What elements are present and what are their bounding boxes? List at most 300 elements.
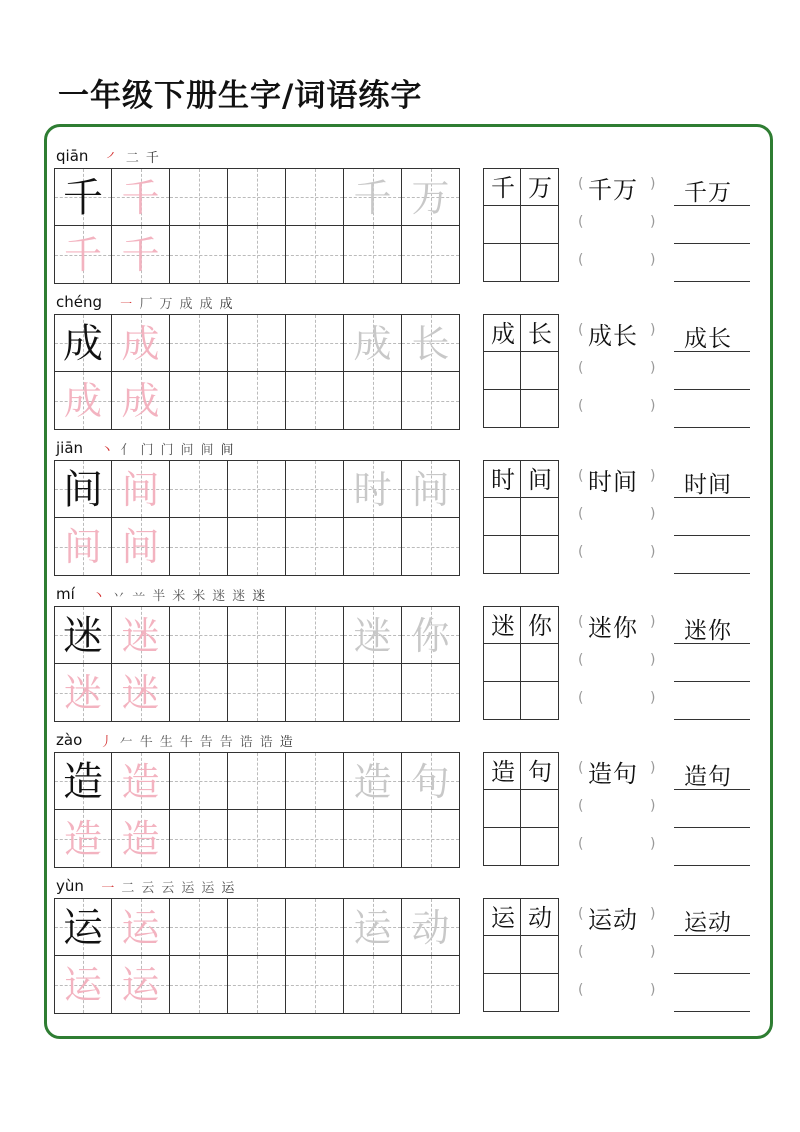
trace-character: 迷 bbox=[121, 671, 160, 715]
grid-cell[interactable] bbox=[344, 810, 402, 868]
writing-line[interactable] bbox=[674, 390, 750, 428]
grid-cell[interactable] bbox=[170, 372, 228, 430]
trace-character: 间 bbox=[121, 468, 160, 512]
word-character: 间 bbox=[528, 466, 552, 494]
stroke-step: 米 bbox=[192, 588, 206, 604]
stroke-step: 半 bbox=[152, 588, 166, 604]
right-paren: ) bbox=[650, 322, 656, 338]
stroke-step: 一 bbox=[101, 880, 115, 896]
grid-cell[interactable] bbox=[228, 460, 286, 518]
grid-cell[interactable] bbox=[170, 898, 228, 956]
model-character: 造 bbox=[63, 759, 103, 805]
paren-slot[interactable] bbox=[578, 606, 658, 644]
word-grid-cell[interactable] bbox=[483, 352, 521, 390]
trace-character: 千 bbox=[63, 233, 102, 277]
grid-cell[interactable] bbox=[170, 518, 228, 576]
grid-cell[interactable] bbox=[344, 226, 402, 284]
pinyin-label: zào bbox=[56, 731, 83, 749]
word-character: 迷 bbox=[491, 612, 515, 640]
paren-word: 千万 bbox=[588, 176, 638, 204]
grid-cell[interactable] bbox=[286, 664, 344, 722]
word-character: 千 bbox=[491, 174, 515, 202]
grid-cell[interactable] bbox=[286, 168, 344, 226]
grid-cell[interactable] bbox=[286, 752, 344, 810]
word-grid-cell[interactable] bbox=[521, 168, 559, 206]
grid-cell[interactable] bbox=[402, 314, 460, 372]
stroke-step: 二 bbox=[125, 150, 139, 166]
grid-cell[interactable] bbox=[344, 314, 402, 372]
grid-cell[interactable] bbox=[402, 664, 460, 722]
trace-character: 造 bbox=[63, 817, 102, 861]
word-grid-cell[interactable] bbox=[483, 460, 521, 498]
right-paren: ) bbox=[650, 690, 656, 706]
grid-cell[interactable] bbox=[228, 956, 286, 1014]
right-paren: ) bbox=[650, 360, 656, 376]
left-paren: ( bbox=[578, 544, 584, 560]
character-block bbox=[0, 582, 800, 728]
writing-line[interactable] bbox=[674, 974, 750, 1012]
grid-cell[interactable] bbox=[54, 752, 112, 810]
writing-line[interactable] bbox=[674, 752, 750, 790]
paren-word: 成长 bbox=[588, 322, 638, 350]
example-word-character: 造 bbox=[353, 760, 392, 804]
right-paren: ) bbox=[650, 468, 656, 484]
grid-cell[interactable] bbox=[228, 752, 286, 810]
word-grid bbox=[483, 898, 560, 1014]
grid-cell[interactable] bbox=[228, 168, 286, 226]
character-block bbox=[0, 874, 800, 1020]
paren-slot[interactable] bbox=[578, 390, 658, 428]
word-grid-cell[interactable] bbox=[521, 682, 559, 720]
word-grid-cell[interactable] bbox=[521, 828, 559, 866]
paren-column bbox=[578, 752, 658, 868]
stroke-step: 迷 bbox=[232, 588, 246, 604]
word-grid-cell[interactable] bbox=[483, 206, 521, 244]
writing-line[interactable] bbox=[674, 352, 750, 390]
right-paren: ) bbox=[650, 652, 656, 668]
right-paren: ) bbox=[650, 798, 656, 814]
word-grid-cell[interactable] bbox=[521, 936, 559, 974]
word-grid-cell[interactable] bbox=[483, 606, 521, 644]
grid-cell[interactable] bbox=[54, 898, 112, 956]
grid-cell[interactable] bbox=[170, 664, 228, 722]
grid-cell[interactable] bbox=[54, 518, 112, 576]
word-character: 动 bbox=[528, 904, 552, 932]
stroke-step: 诰 bbox=[259, 734, 273, 750]
paren-slot[interactable] bbox=[578, 314, 658, 352]
grid-cell[interactable] bbox=[170, 314, 228, 372]
line-column bbox=[674, 168, 750, 284]
word-grid-cell[interactable] bbox=[483, 828, 521, 866]
grid-cell[interactable] bbox=[112, 460, 170, 518]
paren-slot[interactable] bbox=[578, 244, 658, 282]
pinyin-stroke-row bbox=[56, 874, 238, 898]
word-grid-cell[interactable] bbox=[521, 314, 559, 352]
stroke-step: 云 bbox=[141, 880, 155, 896]
line-column bbox=[674, 752, 750, 868]
grid-cell[interactable] bbox=[170, 606, 228, 664]
grid-cell[interactable] bbox=[402, 810, 460, 868]
grid-cell[interactable] bbox=[112, 372, 170, 430]
stroke-step: 问 bbox=[180, 442, 194, 458]
word-character: 长 bbox=[528, 320, 552, 348]
word-grid-cell[interactable] bbox=[521, 206, 559, 244]
grid-cell[interactable] bbox=[402, 518, 460, 576]
writing-line[interactable] bbox=[674, 206, 750, 244]
grid-cell[interactable] bbox=[402, 460, 460, 518]
paren-column bbox=[578, 606, 658, 722]
paren-slot[interactable] bbox=[578, 460, 658, 498]
writing-line[interactable] bbox=[674, 936, 750, 974]
paren-slot[interactable] bbox=[578, 936, 658, 974]
word-character: 你 bbox=[528, 612, 552, 640]
stroke-step: 二 bbox=[121, 880, 135, 896]
grid-cell[interactable] bbox=[344, 752, 402, 810]
grid-cell[interactable] bbox=[344, 168, 402, 226]
example-word-character: 运 bbox=[353, 906, 392, 950]
stroke-step: 造 bbox=[279, 734, 293, 750]
pinyin-label: chéng bbox=[56, 293, 103, 311]
writing-line[interactable] bbox=[674, 828, 750, 866]
right-paren: ) bbox=[650, 252, 656, 268]
grid-cell[interactable] bbox=[170, 226, 228, 284]
right-paren: ) bbox=[650, 398, 656, 414]
grid-cell[interactable] bbox=[228, 226, 286, 284]
grid-cell[interactable] bbox=[228, 664, 286, 722]
grid-cell[interactable] bbox=[344, 372, 402, 430]
stroke-step: 运 bbox=[201, 880, 215, 896]
paren-slot[interactable] bbox=[578, 828, 658, 866]
paren-slot[interactable] bbox=[578, 498, 658, 536]
grid-cell[interactable] bbox=[112, 518, 170, 576]
grid-cell[interactable] bbox=[286, 460, 344, 518]
grid-cell[interactable] bbox=[286, 956, 344, 1014]
writing-line[interactable] bbox=[674, 498, 750, 536]
grid-cell[interactable] bbox=[170, 810, 228, 868]
paren-slot[interactable] bbox=[578, 682, 658, 720]
paren-slot[interactable] bbox=[578, 898, 658, 936]
grid-cell[interactable] bbox=[344, 606, 402, 664]
trace-character: 造 bbox=[121, 760, 160, 804]
right-paren: ) bbox=[650, 544, 656, 560]
word-character: 万 bbox=[528, 174, 552, 202]
word-grid-cell[interactable] bbox=[483, 314, 521, 352]
word-grid-cell[interactable] bbox=[483, 682, 521, 720]
word-grid-cell[interactable] bbox=[483, 390, 521, 428]
grid-cell[interactable] bbox=[402, 226, 460, 284]
writing-line[interactable] bbox=[674, 314, 750, 352]
trace-character: 运 bbox=[121, 906, 160, 950]
word-grid-cell[interactable] bbox=[483, 244, 521, 282]
writing-line[interactable] bbox=[674, 898, 750, 936]
writing-grid bbox=[54, 168, 462, 284]
stroke-step: 门 bbox=[160, 442, 174, 458]
line-word: 成长 bbox=[684, 326, 732, 352]
left-paren: ( bbox=[578, 506, 584, 522]
stroke-step: 丶 bbox=[100, 442, 114, 458]
word-grid bbox=[483, 168, 560, 284]
paren-slot[interactable] bbox=[578, 790, 658, 828]
word-grid-cell[interactable] bbox=[483, 168, 521, 206]
grid-cell[interactable] bbox=[286, 810, 344, 868]
writing-line[interactable] bbox=[674, 790, 750, 828]
word-grid-cell[interactable] bbox=[521, 644, 559, 682]
grid-cell[interactable] bbox=[344, 518, 402, 576]
grid-cell[interactable] bbox=[344, 956, 402, 1014]
stroke-step: 亻 bbox=[120, 442, 134, 458]
stroke-step: 千 bbox=[145, 150, 159, 166]
writing-line[interactable] bbox=[674, 168, 750, 206]
trace-character: 千 bbox=[121, 233, 160, 277]
stroke-step: 成 bbox=[219, 296, 233, 312]
paren-column bbox=[578, 314, 658, 430]
grid-cell[interactable] bbox=[228, 898, 286, 956]
left-paren: ( bbox=[578, 214, 584, 230]
grid-cell[interactable] bbox=[228, 518, 286, 576]
paren-slot[interactable] bbox=[578, 974, 658, 1012]
line-word: 时间 bbox=[684, 472, 732, 498]
grid-cell[interactable] bbox=[112, 810, 170, 868]
word-grid-cell[interactable] bbox=[521, 790, 559, 828]
grid-cell[interactable] bbox=[54, 956, 112, 1014]
writing-grid bbox=[54, 898, 462, 1014]
line-word: 迷你 bbox=[684, 618, 732, 644]
word-grid-cell[interactable] bbox=[521, 606, 559, 644]
left-paren: ( bbox=[578, 322, 584, 338]
word-grid-cell[interactable] bbox=[483, 974, 521, 1012]
example-word-character: 句 bbox=[411, 760, 450, 804]
writing-grid bbox=[54, 752, 462, 868]
word-grid-cell[interactable] bbox=[483, 752, 521, 790]
paren-slot[interactable] bbox=[578, 206, 658, 244]
example-word-character: 成 bbox=[353, 322, 392, 366]
grid-cell[interactable] bbox=[286, 372, 344, 430]
grid-cell[interactable] bbox=[228, 372, 286, 430]
right-paren: ) bbox=[650, 176, 656, 192]
stroke-step: 告 bbox=[219, 734, 233, 750]
grid-cell[interactable] bbox=[54, 226, 112, 284]
left-paren: ( bbox=[578, 836, 584, 852]
left-paren: ( bbox=[578, 906, 584, 922]
grid-cell[interactable] bbox=[54, 810, 112, 868]
grid-cell[interactable] bbox=[344, 664, 402, 722]
stroke-step: 丷 bbox=[112, 588, 126, 604]
trace-character: 千 bbox=[121, 176, 160, 220]
right-paren: ) bbox=[650, 944, 656, 960]
grid-cell[interactable] bbox=[54, 372, 112, 430]
paren-slot[interactable] bbox=[578, 352, 658, 390]
grid-cell[interactable] bbox=[54, 664, 112, 722]
stroke-step: 𠂉 bbox=[119, 734, 133, 750]
character-block bbox=[0, 144, 800, 290]
writing-line[interactable] bbox=[674, 244, 750, 282]
grid-cell[interactable] bbox=[286, 898, 344, 956]
stroke-step: 迷 bbox=[212, 588, 226, 604]
grid-cell[interactable] bbox=[112, 226, 170, 284]
stroke-step: ㇐ bbox=[119, 296, 133, 312]
left-paren: ( bbox=[578, 252, 584, 268]
word-grid-cell[interactable] bbox=[483, 898, 521, 936]
word-grid-cell[interactable] bbox=[483, 536, 521, 574]
grid-cell[interactable] bbox=[54, 314, 112, 372]
example-word-character: 万 bbox=[411, 176, 450, 220]
paren-slot[interactable] bbox=[578, 644, 658, 682]
example-word-character: 时 bbox=[353, 468, 392, 512]
left-paren: ( bbox=[578, 982, 584, 998]
word-grid-cell[interactable] bbox=[483, 498, 521, 536]
paren-slot[interactable] bbox=[578, 536, 658, 574]
left-paren: ( bbox=[578, 614, 584, 630]
word-grid-cell[interactable] bbox=[521, 536, 559, 574]
line-word: 千万 bbox=[684, 180, 732, 206]
word-grid-cell[interactable] bbox=[521, 352, 559, 390]
writing-line[interactable] bbox=[674, 682, 750, 720]
pinyin-label: qiān bbox=[56, 147, 89, 165]
example-word-character: 长 bbox=[411, 322, 450, 366]
grid-cell[interactable] bbox=[112, 664, 170, 722]
word-grid-cell[interactable] bbox=[483, 790, 521, 828]
line-column bbox=[674, 606, 750, 722]
line-word: 运动 bbox=[684, 910, 732, 936]
grid-cell[interactable] bbox=[228, 606, 286, 664]
right-paren: ) bbox=[650, 760, 656, 776]
grid-cell[interactable] bbox=[54, 460, 112, 518]
stroke-step: 万 bbox=[159, 296, 173, 312]
left-paren: ( bbox=[578, 468, 584, 484]
right-paren: ) bbox=[650, 614, 656, 630]
pinyin-stroke-row bbox=[56, 436, 237, 460]
paren-column bbox=[578, 898, 658, 1014]
grid-cell[interactable] bbox=[54, 168, 112, 226]
stroke-step: 成 bbox=[179, 296, 193, 312]
grid-cell[interactable] bbox=[402, 168, 460, 226]
stroke-step: 运 bbox=[221, 880, 235, 896]
word-grid-cell[interactable] bbox=[521, 498, 559, 536]
trace-character: 成 bbox=[63, 379, 102, 423]
pinyin-label: mí bbox=[56, 585, 75, 603]
word-grid bbox=[483, 606, 560, 722]
grid-cell[interactable] bbox=[344, 460, 402, 518]
trace-character: 运 bbox=[121, 963, 160, 1007]
model-character: 间 bbox=[63, 467, 103, 513]
paren-slot[interactable] bbox=[578, 168, 658, 206]
stroke-step: 告 bbox=[199, 734, 213, 750]
trace-character: 运 bbox=[63, 963, 102, 1007]
character-block bbox=[0, 728, 800, 874]
example-word-character: 间 bbox=[411, 468, 450, 512]
model-character: 运 bbox=[63, 905, 103, 951]
grid-cell[interactable] bbox=[170, 752, 228, 810]
grid-cell[interactable] bbox=[402, 956, 460, 1014]
line-column bbox=[674, 898, 750, 1014]
left-paren: ( bbox=[578, 398, 584, 414]
left-paren: ( bbox=[578, 944, 584, 960]
grid-cell[interactable] bbox=[402, 606, 460, 664]
grid-cell[interactable] bbox=[112, 898, 170, 956]
grid-cell[interactable] bbox=[286, 314, 344, 372]
stroke-step: 米 bbox=[172, 588, 186, 604]
stroke-step: 门 bbox=[140, 442, 154, 458]
grid-cell[interactable] bbox=[170, 460, 228, 518]
left-paren: ( bbox=[578, 176, 584, 192]
grid-cell[interactable] bbox=[286, 226, 344, 284]
word-character: 句 bbox=[528, 758, 552, 786]
word-grid-cell[interactable] bbox=[521, 460, 559, 498]
stroke-step: 䒑 bbox=[132, 588, 146, 604]
grid-cell[interactable] bbox=[402, 898, 460, 956]
writing-line[interactable] bbox=[674, 644, 750, 682]
trace-character: 成 bbox=[121, 322, 160, 366]
stroke-step: 牛 bbox=[179, 734, 193, 750]
stroke-step: 运 bbox=[181, 880, 195, 896]
stroke-step: 丿 bbox=[99, 734, 113, 750]
writing-line[interactable] bbox=[674, 536, 750, 574]
word-character: 运 bbox=[491, 904, 515, 932]
pinyin-stroke-row bbox=[56, 582, 269, 606]
model-character: 千 bbox=[63, 175, 103, 221]
grid-cell[interactable] bbox=[402, 752, 460, 810]
paren-column bbox=[578, 460, 658, 576]
trace-character: 成 bbox=[121, 379, 160, 423]
word-grid-cell[interactable] bbox=[521, 898, 559, 936]
grid-cell[interactable] bbox=[402, 372, 460, 430]
grid-cell[interactable] bbox=[112, 956, 170, 1014]
stroke-step: 云 bbox=[161, 880, 175, 896]
writing-line[interactable] bbox=[674, 606, 750, 644]
grid-cell[interactable] bbox=[286, 518, 344, 576]
word-grid-cell[interactable] bbox=[521, 244, 559, 282]
example-word-character: 动 bbox=[411, 906, 450, 950]
grid-cell[interactable] bbox=[112, 606, 170, 664]
grid-cell[interactable] bbox=[112, 168, 170, 226]
grid-cell[interactable] bbox=[112, 314, 170, 372]
grid-cell[interactable] bbox=[228, 810, 286, 868]
right-paren: ) bbox=[650, 982, 656, 998]
line-word: 造句 bbox=[684, 764, 732, 790]
pinyin-stroke-row bbox=[56, 728, 296, 752]
grid-cell[interactable] bbox=[286, 606, 344, 664]
word-grid-cell[interactable] bbox=[483, 644, 521, 682]
trace-character: 迷 bbox=[63, 671, 102, 715]
word-character: 时 bbox=[491, 466, 515, 494]
stroke-step: ㇒ bbox=[105, 150, 119, 166]
left-paren: ( bbox=[578, 760, 584, 776]
trace-character: 间 bbox=[121, 525, 160, 569]
word-grid-cell[interactable] bbox=[521, 974, 559, 1012]
model-character: 迷 bbox=[63, 613, 103, 659]
pinyin-stroke-row bbox=[56, 290, 236, 314]
stroke-step: 成 bbox=[199, 296, 213, 312]
grid-cell[interactable] bbox=[112, 752, 170, 810]
grid-cell[interactable] bbox=[344, 898, 402, 956]
word-grid-cell[interactable] bbox=[483, 936, 521, 974]
writing-line[interactable] bbox=[674, 460, 750, 498]
left-paren: ( bbox=[578, 798, 584, 814]
stroke-step: 诰 bbox=[239, 734, 253, 750]
stroke-step: 间 bbox=[200, 442, 214, 458]
grid-cell[interactable] bbox=[54, 606, 112, 664]
grid-cell[interactable] bbox=[170, 956, 228, 1014]
paren-slot[interactable] bbox=[578, 752, 658, 790]
line-column bbox=[674, 314, 750, 430]
left-paren: ( bbox=[578, 360, 584, 376]
word-grid-cell[interactable] bbox=[521, 752, 559, 790]
grid-cell[interactable] bbox=[170, 168, 228, 226]
right-paren: ) bbox=[650, 506, 656, 522]
word-grid-cell[interactable] bbox=[521, 390, 559, 428]
grid-cell[interactable] bbox=[228, 314, 286, 372]
word-grid bbox=[483, 752, 560, 868]
